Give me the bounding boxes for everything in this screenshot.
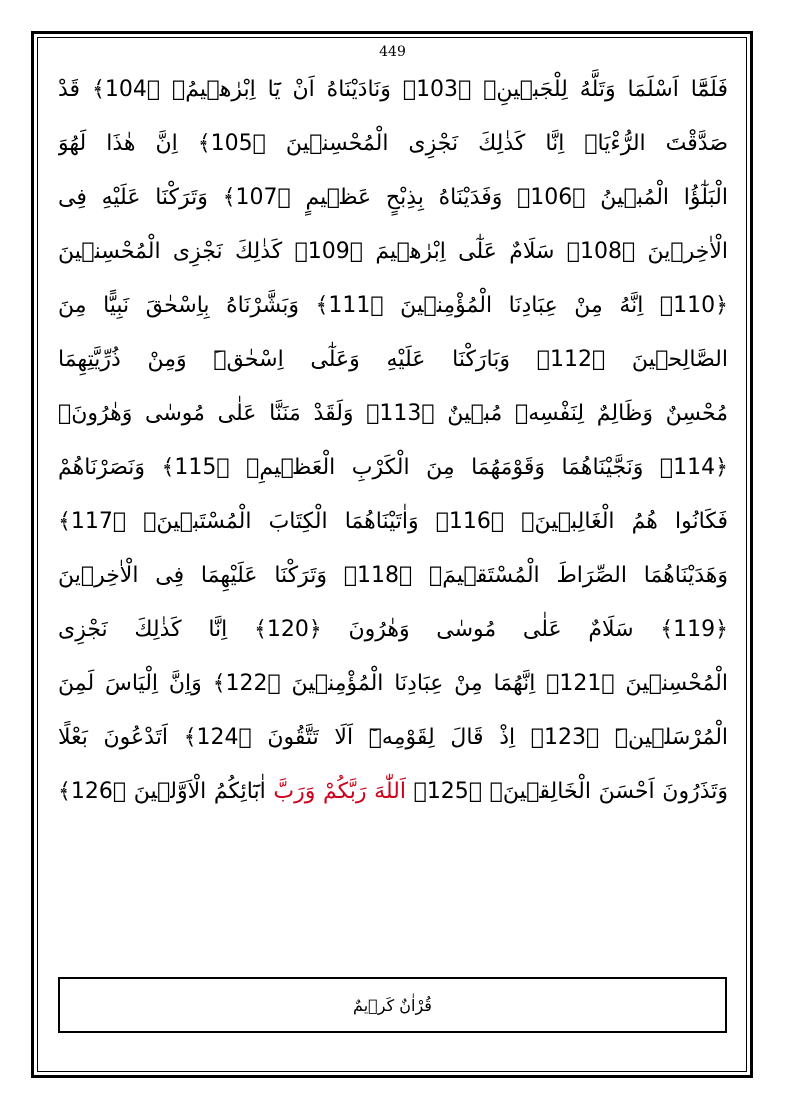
quran-text-body <box>58 56 728 936</box>
text-line <box>58 334 728 386</box>
footer-title: قُرْاٰنٌ كَرٖيمٌ <box>353 995 432 1015</box>
verse-text: صَدَّقْتَ الرُّءْيَاۚ اِنَّا كَذٰلِكَ نَجْزِى الْمُحْسِنٖينَ ﴿105﴾ اِنَّ هٰذَا لَهُوَ <box>58 131 728 156</box>
verse-text: ﴿114﴾ وَنَجَّيْنَاهُمَا وَقَوْمَهُمَا مِنَ الْكَرْبِ الْعَظٖيمِۚ ﴿115﴾ وَنَصَرْنَاهُمْ <box>58 455 728 480</box>
text-line <box>58 280 728 332</box>
text-line <box>58 64 728 116</box>
divine-name-text: اَللّٰهَ رَبَّكُمْ وَرَبَّ <box>265 779 414 804</box>
verse-text: الْمُحْسِنٖينَ ﴿121﴾ اِنَّهُمَا مِنْ عِبَادِنَا الْمُؤْمِنٖينَ ﴿122﴾ وَاِنَّ اِلْيَاسَ لَمِنَ <box>58 671 728 696</box>
text-line <box>58 550 728 602</box>
text-line <box>58 118 728 170</box>
verse-text: ﴿110﴾ اِنَّهُ مِنْ عِبَادِنَا الْمُؤْمِنٖينَ ﴿111﴾ وَبَشَّرْنَاهُ بِاِسْحٰقَ نَبِيًّا مِنَ <box>58 293 728 318</box>
verse-text: فَلَمَّٓا اَسْلَمَا وَتَلَّهُ لِلْجَبٖينِۚ ﴿103﴾ وَنَادَيْنَاهُ اَنْ يَٓا اِبْرٰهٖيمُۙ ﴿104﴾ قَدْ <box>58 77 728 102</box>
text-line <box>58 712 728 764</box>
text-line <box>58 226 728 278</box>
text-line <box>58 658 728 710</box>
verse-text: وَتَذَرُونَ اَحْسَنَ الْخَالِقٖينَۙ ﴿125﴾ <box>413 779 728 804</box>
verse-text: وَهَدَيْنَاهُمَا الصِّرَاطَ الْمُسْتَقٖيمَۚ ﴿118﴾ وَتَرَكْنَا عَلَيْهِمَا فِى الْاٰخِرٖينَ <box>58 563 728 588</box>
verse-text: الْمُرْسَلٖينَۜ ﴿123﴾ اِذْ قَالَ لِقَوْمِهٖٓ اَلَا تَتَّقُونَ ﴿124﴾ اَتَدْعُونَ بَعْلًا <box>58 725 728 750</box>
verse-text: الْبَلٰٓؤُا الْمُبٖينُ ﴿106﴾ وَفَدَيْنَاهُ بِذِبْحٍ عَظٖيمٍ ﴿107﴾ وَتَرَكْنَا عَلَيْهِ فِى <box>58 185 728 210</box>
page-number: 449 <box>379 44 406 60</box>
text-line <box>58 766 728 818</box>
verse-text: اٰبَٓائِكُمُ الْاَوَّلٖينَ ﴿126﴾ <box>58 779 266 804</box>
text-line <box>58 442 728 494</box>
text-line <box>58 604 728 656</box>
verse-text: الْاٰخِرٖينَ ﴿108﴾ سَلَامٌ عَلٰٓى اِبْرٰهٖيمَ ﴿109﴾ كَذٰلِكَ نَجْزِى الْمُحْسِنٖينَ <box>58 239 728 264</box>
verse-text: مُحْسِنٌ وَظَالِمٌ لِنَفْسِهٖ مُبٖينٌ ﴿113﴾ وَلَقَدْ مَنَنَّا عَلٰى مُوسٰى وَهٰرُونَۚ <box>58 401 728 426</box>
text-line <box>58 496 728 548</box>
verse-text: ﴿119﴾ سَلَامٌ عَلٰى مُوسٰى وَهٰرُونَ ﴿120﴾ اِنَّا كَذٰلِكَ نَجْزِى <box>58 617 728 642</box>
text-line <box>58 388 728 440</box>
footer-title-box <box>58 977 727 1033</box>
verse-text: الصَّالِحٖينَ ﴿112﴾ وَبَارَكْنَا عَلَيْهِ وَعَلٰٓى اِسْحٰقَۜ وَمِنْ ذُرِّيَّتِهِمَا <box>58 347 728 372</box>
text-line <box>58 172 728 224</box>
verse-text: فَكَانُوا هُمُ الْغَالِبٖينَۚ ﴿116﴾ وَاٰتَيْنَاهُمَا الْكِتَابَ الْمُسْتَبٖينَۚ ﴿117﴾ <box>58 509 728 534</box>
